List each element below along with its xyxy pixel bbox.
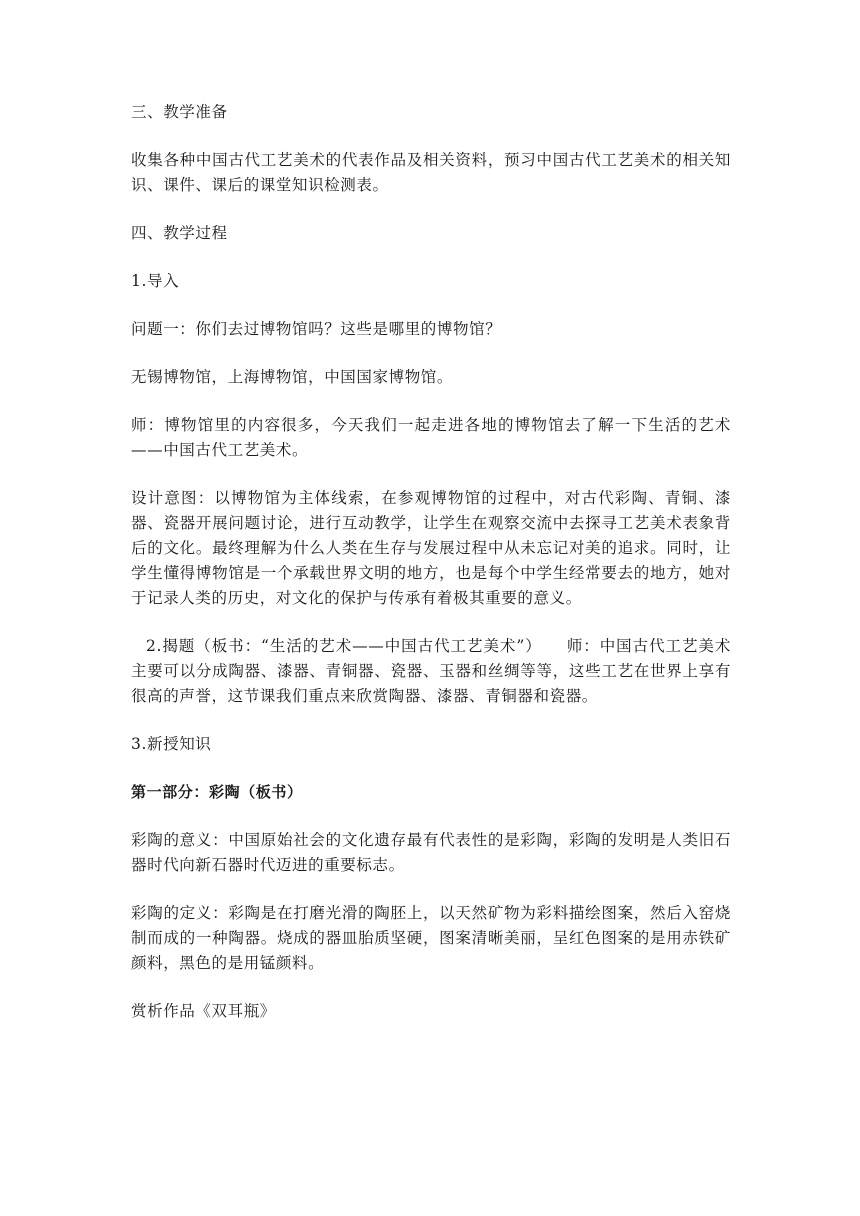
- section-heading-teaching-process: 四、教学过程: [131, 224, 228, 242]
- paragraph-design-intent: 设计意图：以博物馆为主体线索，在参观博物馆的过程中，对古代彩陶、青铜、漆器、瓷器开展问题讨论，进行互动教学，让学生在观察交流中去探寻工艺美术表象背后的文化。最终理解为什么人类在生存与发展过程中从未忘记对美的追求。同时，让学生懂得博物馆是一个承载世界文明的地方，也是每个中学生经常要去的地方，她对于记录人类的历史，对文化的保护与传承有着极其重要的意义。: [131, 489, 731, 607]
- subheading-new-knowledge: 3.新授知识: [131, 735, 212, 753]
- section-heading-painted-pottery: 第一部分：彩陶（板书）: [131, 783, 303, 801]
- subheading-introduction: 1.导入: [131, 272, 180, 290]
- paragraph-teacher-intro: 师：博物馆里的内容很多，今天我们一起走进各地的博物馆去了解一下生活的艺术——中国古代工艺美术。: [131, 416, 731, 459]
- paragraph-museum-answers: 无锡博物馆，上海博物馆，中国国家博物馆。: [131, 368, 454, 386]
- paragraph-artwork-appreciation: 赏析作品《双耳瓶》: [131, 1002, 276, 1020]
- paragraph-pottery-definition: 彩陶的定义：彩陶是在打磨光滑的陶胚上，以天然矿物为彩料描绘图案，然后入窑烧制而成的一种陶器。烧成的器皿胎质坚硬，图案清晰美丽，呈红色图案的是用赤铁矿颜料，黑色的是用锰颜料。: [131, 904, 731, 972]
- paragraph-preparation-materials: 收集各种中国古代工艺美术的代表作品及相关资料，预习中国古代工艺美术的相关知识、课件、课后的课堂知识检测表。: [131, 151, 731, 194]
- paragraph-pottery-significance: 彩陶的意义：中国原始社会的文化遗存最有代表性的是彩陶，彩陶的发明是人类旧石器时代向新石器时代迈进的重要标志。: [131, 831, 731, 874]
- paragraph-question-one: 问题一：你们去过博物馆吗？这些是哪里的博物馆？: [131, 320, 502, 338]
- section-heading-teaching-preparation: 三、教学准备: [131, 103, 228, 121]
- paragraph-topic-reveal: 2.揭题（板书：“生活的艺术——中国古代工艺美术”） 师：中国古代工艺美术主要可以分成陶器、漆器、青铜器、瓷器、玉器和丝绸等等，这些工艺在世界上享有很高的声誉，这节课我们重点来欣赏陶器、漆器、青铜器和瓷器。: [131, 637, 731, 705]
- document-page: [131, 100, 731, 1047]
